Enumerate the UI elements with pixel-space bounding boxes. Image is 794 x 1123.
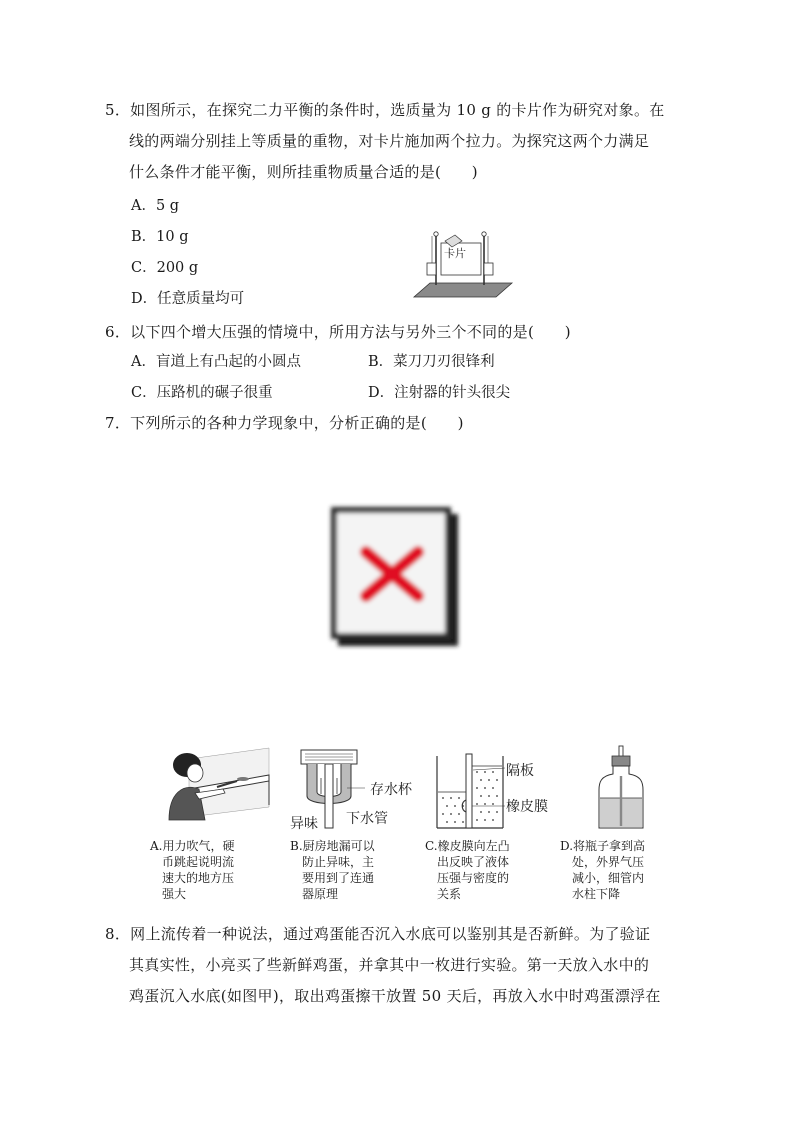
q7-stem: 7．下列所示的各种力学现象中，分析正确的是( ): [105, 414, 464, 432]
q7-caption-a-line-3: 速大的地方压: [162, 871, 235, 885]
q7-caption-c-line-2: 出反映了液体: [437, 855, 510, 869]
q7-caption-a: [150, 838, 234, 902]
q7-figure-b-label-drain-pipe: 下水管: [346, 811, 388, 827]
q7-caption-c-line-1: C.橡皮膜向左凸: [425, 839, 510, 853]
q8-stem-line-3: 鸡蛋沉入水底(如图甲)，取出鸡蛋擦干放置 50 天后，再放入水中时鸡蛋漂浮在: [129, 987, 661, 1005]
broken-image-icon: [326, 502, 466, 652]
q7-figure-d-bottle-tube: [595, 744, 645, 832]
q7-caption-b-line-2: 防止异味，主: [302, 855, 375, 869]
q8-stem-line-1: 8．网上流传着一种说法，通过鸡蛋能否沉入水底可以鉴别其是否新鲜。为了验证: [105, 925, 651, 943]
q6-stem: 6．以下四个增大压强的情境中，所用方法与另外三个不同的是( ): [105, 323, 571, 341]
q8-stem-line-2: 其真实性，小亮买了些新鲜鸡蛋，并拿其中一枚进行实验。第一天放入水中的: [129, 956, 650, 974]
q7-caption-d-line-1: D.将瓶子拿到高: [560, 839, 646, 853]
q7-caption-a-line-4: 强大: [162, 887, 187, 901]
q7-caption-b: [290, 838, 375, 902]
q5-option-d[interactable]: D．任意质量均可: [131, 291, 245, 307]
q7-figure-b-label-odor: 异味: [290, 816, 318, 832]
q7-caption-c-line-3: 压强与密度的: [437, 871, 510, 885]
q7-caption-a-line-2: 币跳起说明流: [162, 855, 235, 869]
q5-stem-line-2: 线的两端分别挂上等质量的重物，对卡片施加两个拉力。为探究这两个力满足: [129, 132, 650, 150]
q5-figure-card-label: 卡片: [444, 247, 466, 260]
q7-figure-a-blowing-coin: [165, 745, 270, 820]
q7-caption-d-line-4: 水柱下降: [572, 887, 621, 901]
q7-figure-b-label-trap-cup: 存水杯: [370, 782, 412, 798]
q5-stem-line-3: 什么条件才能平衡，则所挂重物质量合适的是( ): [129, 163, 478, 181]
q6-option-c[interactable]: C．压路机的碾子很重: [131, 385, 273, 401]
q7-caption-d-line-2: 处，外界气压: [572, 855, 645, 869]
q5-card-balance-figure: [412, 225, 512, 300]
q7-caption-d: [560, 838, 645, 902]
q7-caption-c-line-4: 关系: [437, 887, 462, 901]
q7-caption-b-line-1: B.厨房地漏可以: [290, 839, 375, 853]
q7-figure-c-label-membrane: 橡皮膜: [506, 799, 548, 815]
q6-option-a[interactable]: A．盲道上有凸起的小圆点: [131, 354, 301, 370]
q7-caption-c: [425, 838, 510, 902]
q5-option-c[interactable]: C．200 g: [131, 260, 199, 276]
q7-figure-c-label-partition: 隔板: [506, 763, 534, 779]
q7-caption-b-line-4: 器原理: [302, 887, 339, 901]
q7-caption-b-line-3: 要用到了连通: [302, 871, 375, 885]
q5-option-a[interactable]: A．5 g: [131, 198, 180, 214]
q6-option-d[interactable]: D．注射器的针头很尖: [368, 385, 511, 401]
q6-option-b[interactable]: B．菜刀刀刃很锋利: [368, 354, 495, 370]
q5-stem-line-1: 5．如图所示，在探究二力平衡的条件时，选质量为 10 g 的卡片作为研究对象。在: [105, 101, 665, 119]
q7-caption-d-line-3: 减小，细管内: [572, 871, 645, 885]
q5-option-b[interactable]: B．10 g: [131, 229, 189, 245]
q7-caption-a-line-1: A.用力吹气，硬: [150, 839, 235, 853]
